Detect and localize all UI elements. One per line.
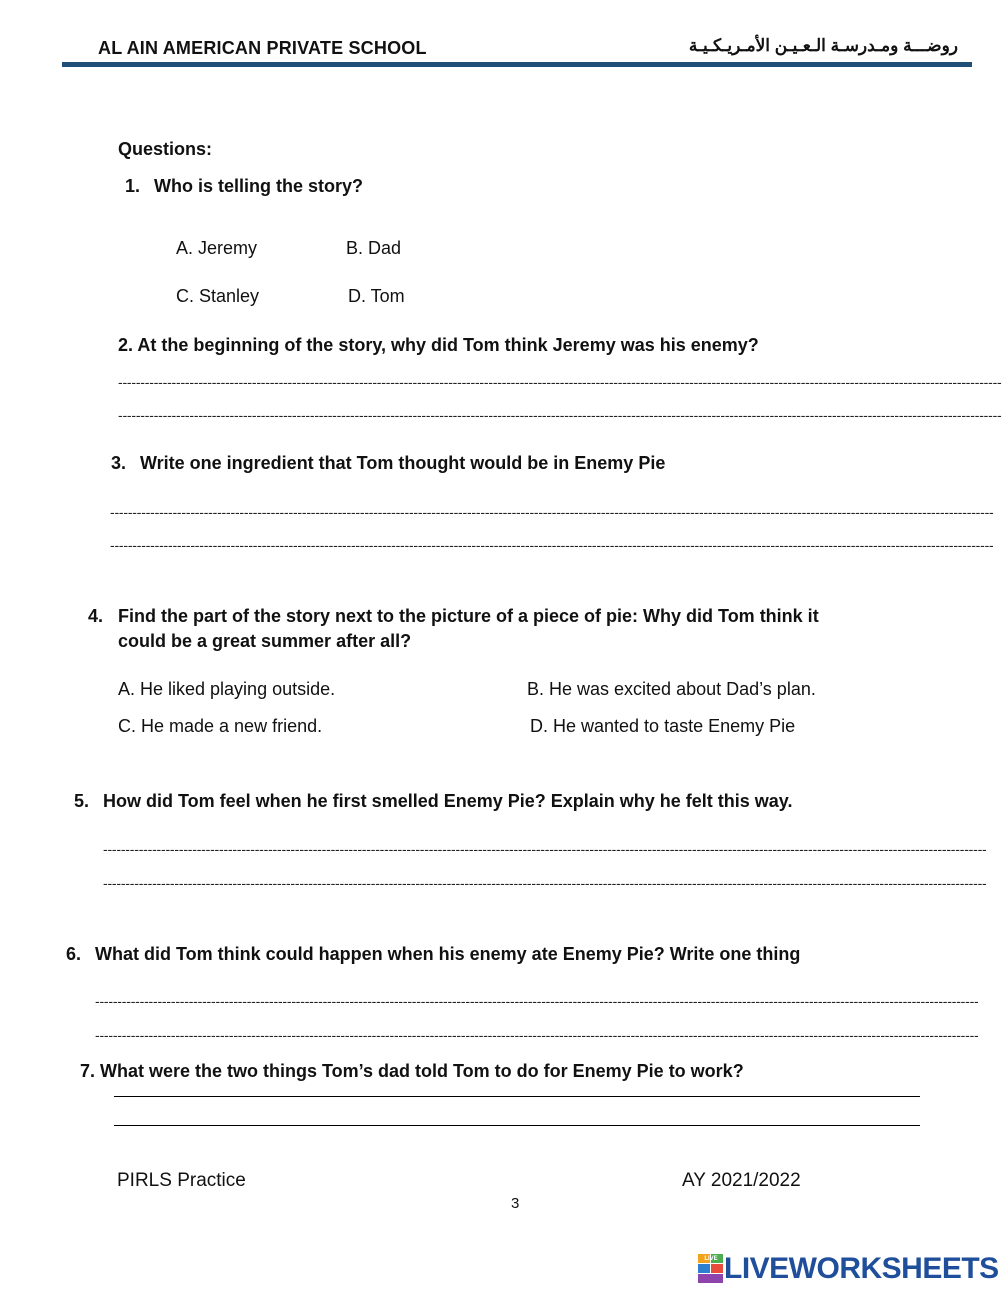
q3-answer-line-1[interactable]: ------------------------------------------------------------------------------------------------------------------------------------------------------------------------------------------------------ bbox=[110, 504, 994, 520]
q5-number: 5. bbox=[74, 791, 90, 811]
q1-option-b[interactable]: B. Dad bbox=[346, 238, 402, 258]
q6-text: What did Tom think could happen when his enemy ate Enemy Pie? Write one thing bbox=[95, 944, 801, 964]
q2-text: 2. At the beginning of the story, why did Tom think Jeremy was his enemy? bbox=[118, 335, 759, 355]
q5-text: How did Tom feel when he first smelled Enemy Pie? Explain why he felt this way. bbox=[103, 791, 793, 811]
q1-number: 1. bbox=[125, 176, 141, 196]
footer-left: PIRLS Practice bbox=[117, 1170, 246, 1191]
q4-option-d[interactable]: D. He wanted to taste Enemy Pie bbox=[530, 716, 796, 736]
q4-text-line-1: Find the part of the story next to the picture of a piece of pie: Why did Tom think it bbox=[118, 606, 819, 626]
q6-number: 6. bbox=[66, 944, 82, 964]
q1-option-d[interactable]: D. Tom bbox=[348, 286, 405, 306]
q7-text: 7. What were the two things Tom’s dad told Tom to do for Enemy Pie to work? bbox=[80, 1061, 744, 1081]
liveworksheets-logo-text[interactable]: LIVEWORKSHEETS bbox=[724, 1252, 999, 1285]
q7-answer-line-2[interactable] bbox=[114, 1125, 920, 1126]
q4-number: 4. bbox=[88, 606, 104, 626]
q3-number: 3. bbox=[111, 453, 127, 473]
q4-text-line-2: could be a great summer after all? bbox=[118, 631, 412, 651]
page-number: 3 bbox=[511, 1195, 520, 1212]
questions-heading: Questions: bbox=[118, 139, 213, 159]
q2-answer-line-2[interactable]: ------------------------------------------------------------------------------------------------------------------------------------------------------------------------------------------------------ bbox=[118, 407, 1002, 423]
q3-answer-line-2[interactable]: ------------------------------------------------------------------------------------------------------------------------------------------------------------------------------------------------------ bbox=[110, 537, 994, 553]
liveworksheets-logo-badge: LIVE bbox=[704, 1256, 718, 1262]
q4-option-b[interactable]: B. He was excited about Dad’s plan. bbox=[527, 679, 816, 699]
q1-option-c[interactable]: C. Stanley bbox=[176, 286, 260, 306]
footer-right: AY 2021/2022 bbox=[682, 1170, 801, 1191]
q1-text: Who is telling the story? bbox=[154, 176, 364, 196]
q4-option-c[interactable]: C. He made a new friend. bbox=[118, 716, 323, 736]
q6-answer-line-1[interactable]: ------------------------------------------------------------------------------------------------------------------------------------------------------------------------------------------------------ bbox=[95, 993, 979, 1009]
header-rule bbox=[62, 62, 972, 67]
q5-answer-line-1[interactable]: ------------------------------------------------------------------------------------------------------------------------------------------------------------------------------------------------------ bbox=[103, 841, 987, 857]
q4-option-a[interactable]: A. He liked playing outside. bbox=[118, 679, 336, 699]
q2-answer-line-1[interactable]: ------------------------------------------------------------------------------------------------------------------------------------------------------------------------------------------------------ bbox=[118, 374, 1002, 390]
q5-answer-line-2[interactable]: ------------------------------------------------------------------------------------------------------------------------------------------------------------------------------------------------------ bbox=[103, 875, 987, 891]
school-name-en: AL AIN AMERICAN PRIVATE SCHOOL bbox=[98, 38, 427, 58]
q7-answer-line-1[interactable] bbox=[114, 1096, 920, 1097]
q6-answer-line-2[interactable]: ------------------------------------------------------------------------------------------------------------------------------------------------------------------------------------------------------ bbox=[95, 1027, 979, 1043]
school-name-ar: روضـــة ومـدرسـة الـعـيـن الأمـريـكـيـة bbox=[688, 36, 958, 55]
q1-option-a[interactable]: A. Jeremy bbox=[176, 238, 258, 258]
q3-text: Write one ingredient that Tom thought would be in Enemy Pie bbox=[140, 453, 666, 473]
